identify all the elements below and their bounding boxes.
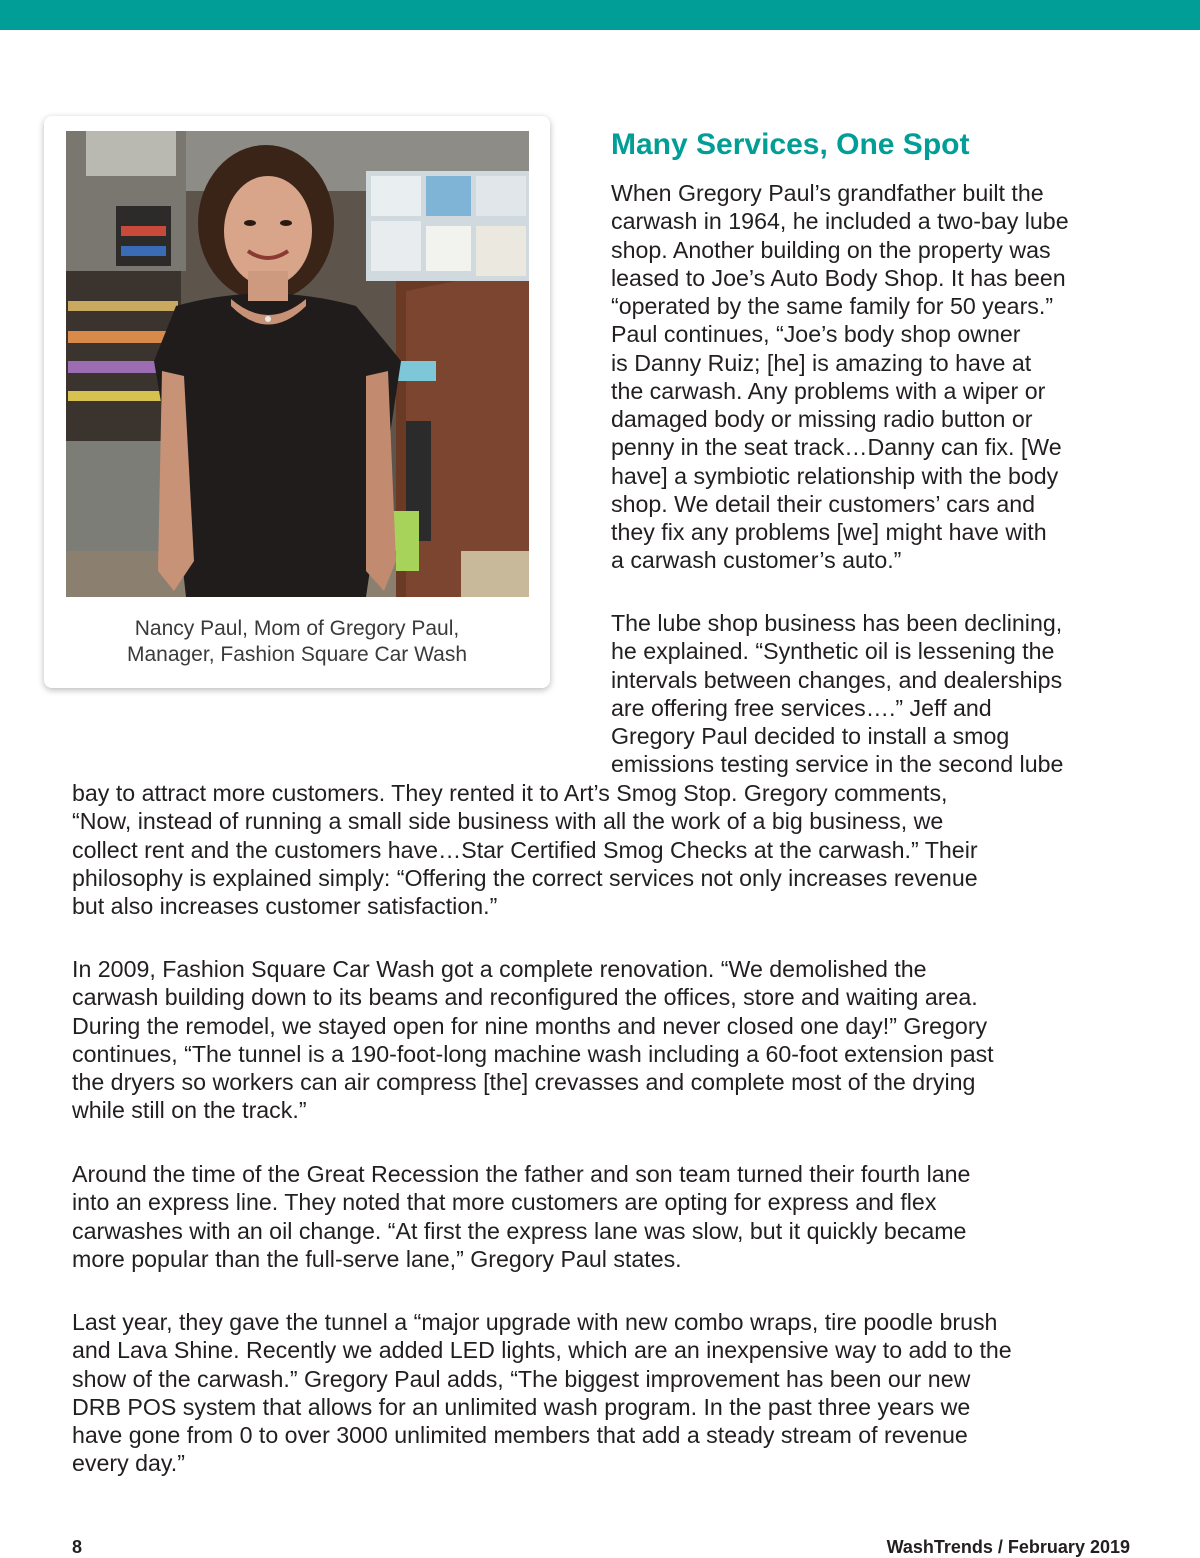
publication-footer: WashTrends / February 2019 xyxy=(886,1537,1130,1557)
text-line: a carwash customer’s auto.” xyxy=(611,547,902,574)
paragraph-2-narrow xyxy=(611,609,1063,779)
text-line: carwash building down to its beams and reconfigured the offices, store and waiting area. xyxy=(72,984,978,1011)
text-line: shop. Another building on the property was xyxy=(611,236,1051,263)
text-line: “Now, instead of running a small side business with all the work of a big business, we xyxy=(72,808,944,835)
photo-card xyxy=(44,116,550,688)
text-line: “operated by the same family for 50 years.” xyxy=(611,293,1054,319)
text-line: he explained. “Synthetic oil is lessening the xyxy=(611,638,1055,665)
text-line: are offering free services….” Jeff and xyxy=(611,694,992,721)
text-line: is Danny Ruiz; [he] is amazing to have at xyxy=(611,349,1032,376)
text-line: emissions testing service in the second lube xyxy=(611,751,1064,778)
text-line: they fix any problems [we] might have with xyxy=(611,519,1047,545)
text-line: into an express line. They noted that more customers are opting for express and flex xyxy=(72,1189,937,1216)
text-line: the carwash. Any problems with a wiper or xyxy=(611,377,1046,404)
text-line: philosophy is explained simply: “Offering the correct services not only increases revenue xyxy=(72,864,978,891)
text-line: During the remodel, we stayed open for nine months and never closed one day!” Gregory xyxy=(72,1012,988,1039)
text-line: have] a symbiotic relationship with the body xyxy=(611,462,1059,489)
text-line: while still on the track.” xyxy=(72,1097,307,1124)
text-line: The lube shop business has been declining, xyxy=(611,610,1063,636)
section-heading: Many Services, One Spot xyxy=(611,128,970,161)
photo-caption xyxy=(44,616,550,668)
paragraph-3 xyxy=(72,955,994,1125)
paragraph-1 xyxy=(611,179,1069,575)
text-line: Paul continues, “Joe’s body shop owner xyxy=(611,321,1021,348)
text-line: carwash in 1964, he included a two-bay lube xyxy=(611,208,1069,235)
text-line: damaged body or missing radio button or xyxy=(611,406,1033,432)
page-number: 8 xyxy=(72,1537,83,1557)
text-line: When Gregory Paul’s grandfather built the xyxy=(611,180,1044,206)
text-line: and Lava Shine. Recently we added LED lights, which are an inexpensive way to add to the xyxy=(72,1337,1012,1364)
text-line: carwashes with an oil change. “At first the express lane was slow, but it quickly became xyxy=(72,1217,967,1244)
text-line: Last year, they gave the tunnel a “major upgrade with new combo wraps, tire poodle brush xyxy=(72,1309,998,1335)
text-line: shop. We detail their customers’ cars and xyxy=(611,490,1036,517)
text-line: but also increases customer satisfaction.” xyxy=(72,893,498,919)
header-accent-bar xyxy=(0,0,1200,30)
paragraph-4 xyxy=(72,1160,970,1273)
text-line: In 2009, Fashion Square Car Wash got a complete renovation. “We demolished the xyxy=(72,956,927,982)
text-line: penny in the seat track…Danny can fix. [We xyxy=(611,434,1062,461)
text-line: leased to Joe’s Auto Body Shop. It has been xyxy=(611,264,1066,291)
caption-line: Nancy Paul, Mom of Gregory Paul, xyxy=(134,617,460,640)
text-line: have gone from 0 to over 3000 unlimited members that add a steady stream of revenue xyxy=(72,1422,968,1448)
paragraph-2-wide xyxy=(72,779,978,920)
caption-line: Manager, Fashion Square Car Wash xyxy=(126,643,468,666)
text-line: Around the time of the Great Recession the father and son team turned their fourth lane xyxy=(72,1161,971,1187)
text-line: more popular than the full-serve lane,” Gregory Paul states. xyxy=(72,1245,682,1272)
paragraph-5 xyxy=(72,1308,1012,1478)
text-line: intervals between changes, and dealerships xyxy=(611,666,1063,693)
portrait-photo xyxy=(66,131,529,597)
text-line: continues, “The tunnel is a 190-foot-long machine wash including a 60-foot extension past xyxy=(72,1040,994,1067)
text-line: show of the carwash.” Gregory Paul adds, “The biggest improvement has been our new xyxy=(72,1365,971,1392)
text-line: Gregory Paul decided to install a smog xyxy=(611,723,1010,749)
text-line: the dryers so workers can air compress [the] crevasses and complete most of the drying xyxy=(72,1069,976,1095)
text-line: DRB POS system that allows for an unlimited wash program. In the past three years we xyxy=(72,1393,971,1420)
text-line: bay to attract more customers. They rented it to Art’s Smog Stop. Gregory comments, xyxy=(72,780,948,806)
text-line: every day.” xyxy=(72,1450,185,1477)
text-line: collect rent and the customers have…Star Certified Smog Checks at the carwash.” Their xyxy=(72,836,978,863)
